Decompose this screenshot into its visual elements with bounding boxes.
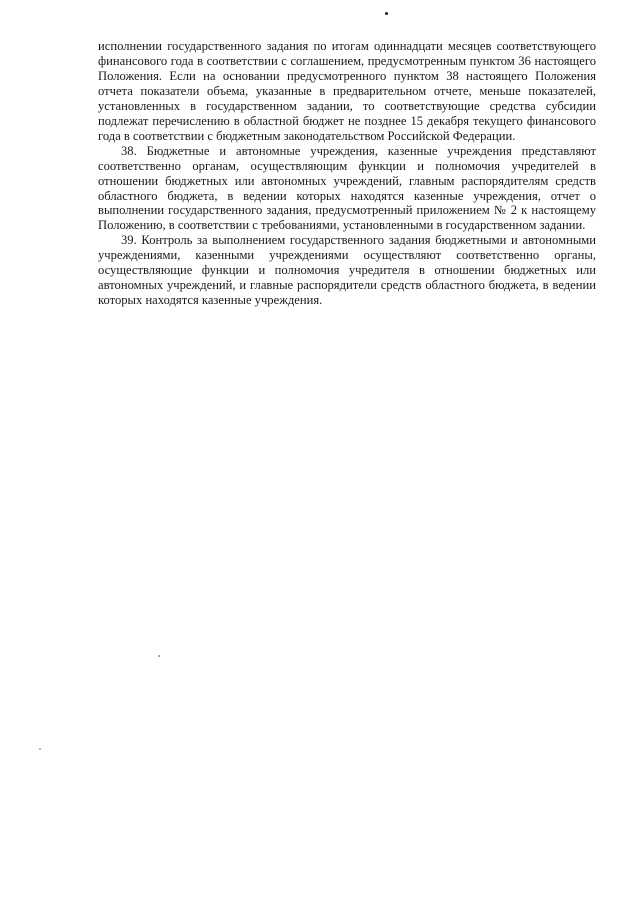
scan-speck-mark bbox=[158, 655, 160, 657]
scan-speck-mark bbox=[39, 748, 41, 750]
scan-speck-mark bbox=[385, 12, 388, 15]
paragraph-38: 38. Бюджетные и автономные учреждения, казенные учреждения представляют соответственно органам, осуществляющим функции и полномочия учредителей в отношении бюджетных или автономных учреждений, главным распорядителям средств областного бюджета, в ведении которых находятся казенные учреждения, отчет о выполнении государственного задания, предусмотренный приложением № 2 к настоящему Положению, в соответствии с требованиями, установленными в государственном задании. bbox=[98, 143, 596, 233]
document-body bbox=[98, 39, 596, 308]
paragraph-continuation: исполнении государственного задания по итогам одиннадцати месяцев соответствующего финансового года в соответствии с соглашением, предусмотренным пунктом 36 настоящего Положения. Если на основании предусмотренного пунктом 38 настоящего Положения отчета показатели объема, указанные в предварительном отчете, меньше показателей, установленных в государственном задании, то соответствующие средства субсидии подлежат перечислению в областной бюджет не позднее 15 декабря текущего финансового года в соответствии с бюджетным законодательством Российской Федерации. bbox=[98, 39, 596, 143]
paragraph-39: 39. Контроль за выполнением государственного задания бюджетными и автономными учреждениями, казенными учреждениями осуществляют соответственно органы, осуществляющие функции и полномочия учредителя в отношении бюджетных или автономных учреждений, и главные распорядители средств областного бюджета, в ведении которых находятся казенные учреждения. bbox=[98, 233, 596, 308]
